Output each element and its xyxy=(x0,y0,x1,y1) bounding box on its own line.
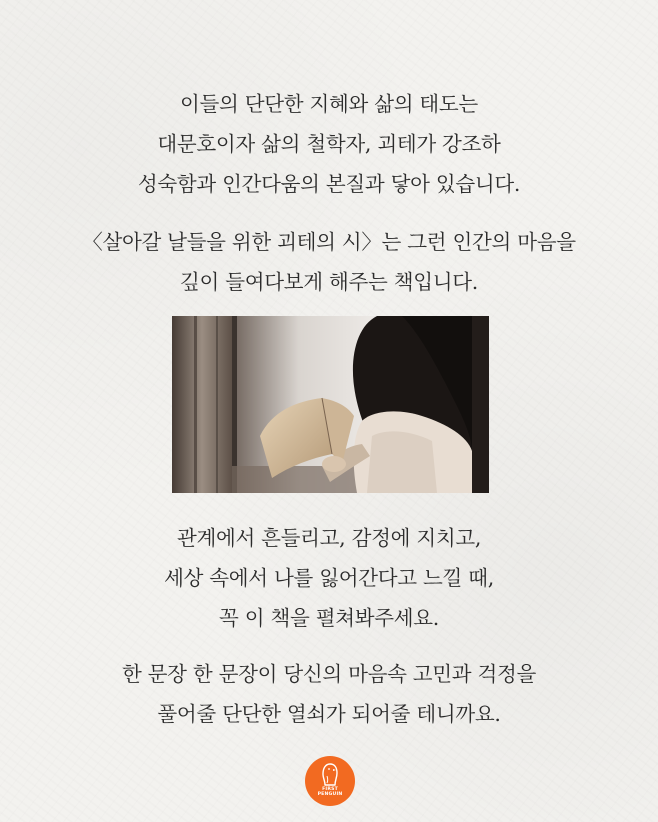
text-line: 〈살아갈 날들을 위한 괴테의 시〉는 그런 인간의 마음을 xyxy=(82,230,576,254)
text-line: 깊이 들여다보게 해주는 책입니다. xyxy=(180,270,478,294)
logo-line-first: FIRST xyxy=(322,787,338,792)
text-line: 세상 속에서 나를 잃어간다고 느낄 때, xyxy=(164,566,494,590)
reading-woman-photo xyxy=(172,316,489,493)
feelings-paragraph xyxy=(0,518,658,638)
intro-paragraph xyxy=(0,84,658,204)
text-line: 성숙함과 인간다움의 본질과 닿아 있습니다. xyxy=(137,172,521,196)
first-penguin-logo[interactable] xyxy=(305,756,355,806)
text-line: 이들의 단단한 지혜와 삶의 태도는 xyxy=(180,92,478,116)
text-line: 풀어줄 단단한 열쇠가 되어줄 테니까요. xyxy=(157,702,501,726)
text-line: 꼭 이 책을 펼쳐봐주세요. xyxy=(219,606,439,630)
closing-paragraph xyxy=(0,654,658,734)
text-line: 관계에서 흔들리고, 감정에 지치고, xyxy=(176,526,482,550)
text-line: 한 문장 한 문장이 당신의 마음속 고민과 걱정을 xyxy=(121,662,537,686)
logo-line-penguin: PENGUIN xyxy=(317,792,343,797)
text-line: 대문호이자 삶의 철학자, 괴테가 강조하 xyxy=(157,132,501,156)
penguin-icon xyxy=(305,756,355,806)
book-intro-paragraph xyxy=(0,222,658,302)
